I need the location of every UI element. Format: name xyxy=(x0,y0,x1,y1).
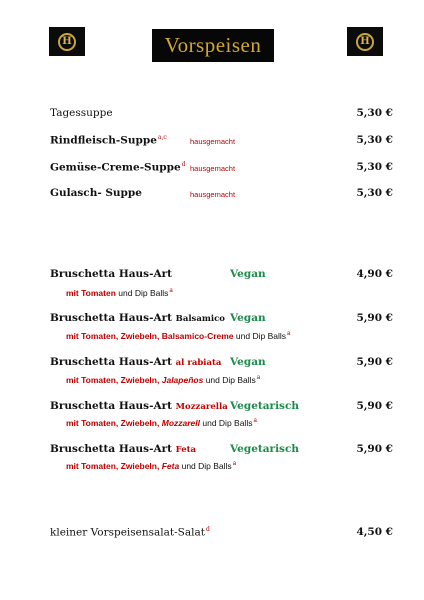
bruschetta-description: mit Tomaten, Zwiebeln, Balsamico-Creme und Dip Balls$^a$ xyxy=(66,331,291,341)
bruschetta-description: mit Tomaten, Zwiebeln, Jalapeños und Dip Balls$^a$ xyxy=(66,375,261,385)
diet-label: Vegan xyxy=(230,356,266,368)
logo-right xyxy=(347,27,383,56)
diet-label: Vegan xyxy=(230,268,266,280)
bruschetta-price: 5,90 € xyxy=(356,400,393,412)
bruschetta-name: Bruschetta Haus-Art xyxy=(50,268,172,280)
soup-name: Tagessuppe xyxy=(50,107,113,119)
salad-price: 4,50 € xyxy=(356,526,393,538)
logo-emblem-icon: H xyxy=(356,33,374,51)
soup-price: 5,30 € xyxy=(356,187,393,199)
page-title: Vorspeisen xyxy=(152,29,274,62)
soup-tag: hausgemacht xyxy=(190,190,236,199)
soup-price: 5,30 € xyxy=(356,134,393,146)
bruschetta-price: 4,90 € xyxy=(356,268,393,280)
bruschetta-name: Bruschetta Haus-Art Feta xyxy=(50,443,197,455)
bruschetta-description: mit Tomaten, Zwiebeln, Feta und Dip Balls$^a$ xyxy=(66,461,237,471)
bruschetta-price: 5,90 € xyxy=(356,443,393,455)
soup-name: Gemüse-Creme-Suppe$^d$ xyxy=(50,161,186,174)
soup-tag: hausgemacht xyxy=(190,164,236,173)
bruschetta-price: 5,90 € xyxy=(356,356,393,368)
logo-left xyxy=(49,27,85,56)
soup-name: Gulasch- Suppe xyxy=(50,187,142,199)
bruschetta-name: Bruschetta Haus-Art Balsamico xyxy=(50,312,225,324)
logo-emblem-icon: H xyxy=(58,33,76,51)
salad-name: kleiner Vorspeisensalat-Salat$^d$ xyxy=(50,526,210,539)
soup-tag: hausgemacht xyxy=(190,137,236,146)
diet-label: Vegetarisch xyxy=(230,443,299,455)
bruschetta-name: Bruschetta Haus-Art al rabiata xyxy=(50,356,222,368)
diet-label: Vegan xyxy=(230,312,266,324)
bruschetta-description: mit Tomaten und Dip Balls$^a$ xyxy=(66,288,173,298)
soup-name: Rindfleisch-Suppe$^{a,c}$ xyxy=(50,134,167,147)
bruschetta-name: Bruschetta Haus-Art Mozzarella xyxy=(50,400,228,412)
soup-price: 5,30 € xyxy=(356,161,393,173)
bruschetta-description: mit Tomaten, Zwiebeln, Mozzarell und Dip Balls$^a$ xyxy=(66,418,257,428)
diet-label: Vegetarisch xyxy=(230,400,299,412)
bruschetta-price: 5,90 € xyxy=(356,312,393,324)
soup-price: 5,30 € xyxy=(356,107,393,119)
